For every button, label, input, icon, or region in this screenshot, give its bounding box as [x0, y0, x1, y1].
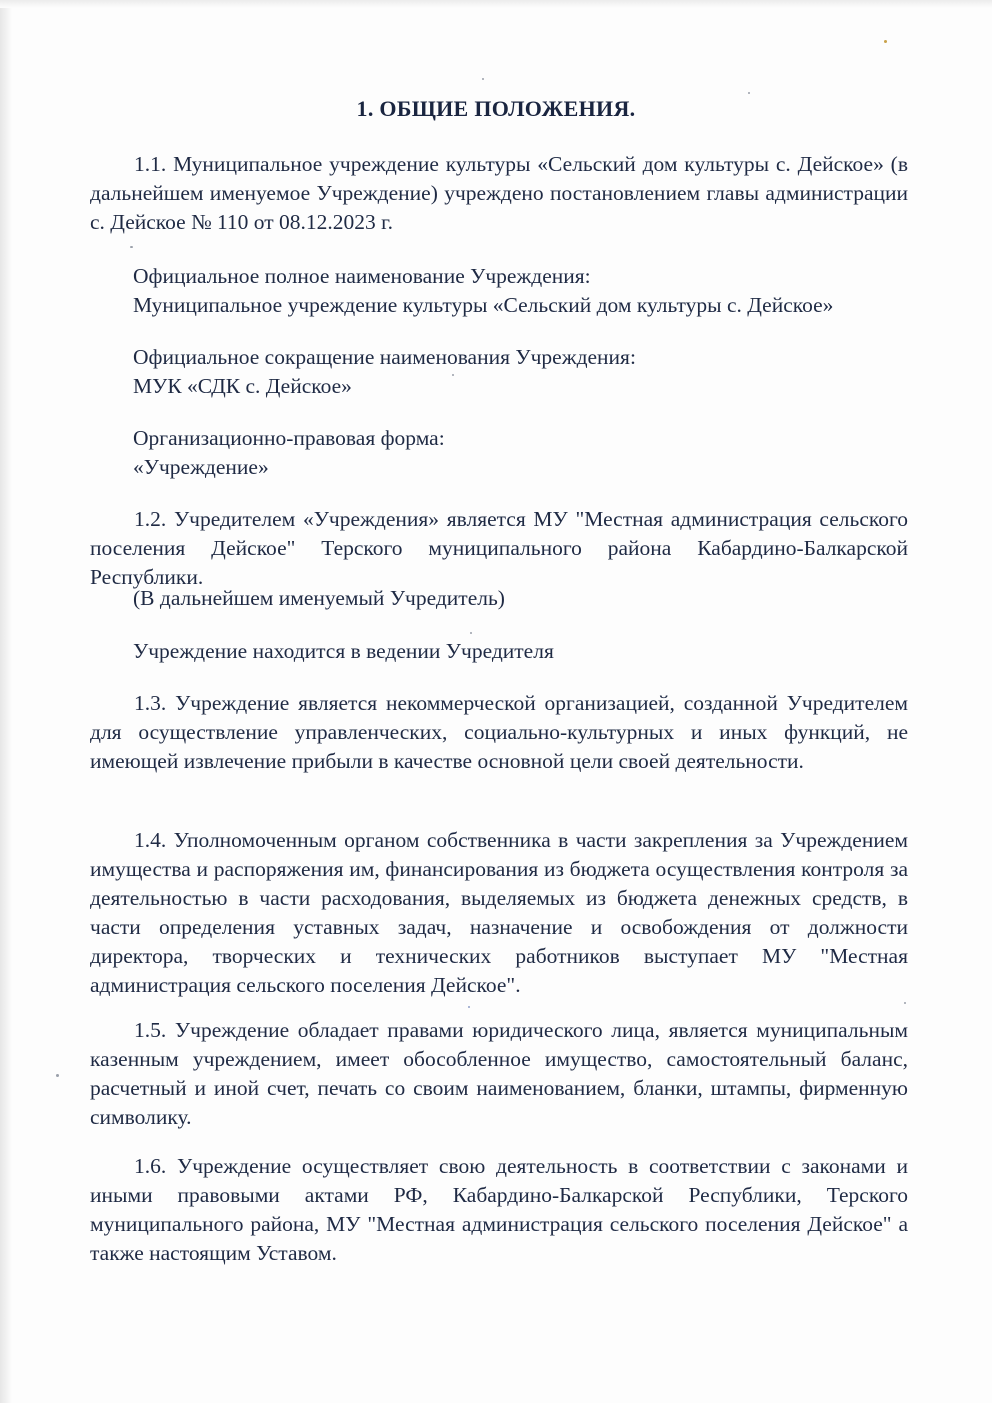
paragraph-1-3: 1.3. Учреждение является некоммерческой организацией, созданной Учредителем для осуществление управленческих, социально-культурных и иных функций, не имеющей извлечение прибыли в качестве основной цели своей деятельности. [90, 691, 908, 773]
legal-form-block [133, 424, 908, 482]
scan-speck [748, 92, 750, 94]
full-name-block [133, 262, 908, 320]
scan-speck [468, 1006, 470, 1008]
legal-form-value: «Учреждение» [133, 455, 269, 479]
scan-speck [904, 1002, 906, 1004]
scan-speck [56, 1074, 59, 1077]
legal-form-label: Организационно-правовая форма: [133, 426, 445, 450]
paragraph-1-4: 1.4. Уполномоченным органом собственника в части закрепления за Учреждением имущества и распоряжения им, финансирования из бюджета осуществления контроля за деятельностью в части расходования, выделяемых из бюджета денежных средств, в части определения уставных задач, назначение и освобождения от должности директора, творческих и технических работников выступает МУ "Местная администрация сельского поселения Дейское". [90, 828, 908, 997]
short-name-label: Официальное сокращение наименования Учреждения: [133, 345, 636, 369]
founder-note [133, 584, 908, 613]
paragraph-1-5: 1.5. Учреждение обладает правами юридического лица, является муниципальным казенным учреждением, имеет обособленное имущество, самостоятельный баланс, расчетный и иной счет, печать со своим наименованием, бланки, штампы, фирменную символику. [90, 1018, 908, 1129]
scan-edge-top [0, 0, 992, 8]
scan-edge-left [0, 0, 12, 1403]
scan-speck [482, 78, 484, 80]
scan-speck [884, 40, 887, 43]
paragraph-1-2: 1.2. Учредителем «Учреждения» является МУ "Местная администрация сельского поселения Дейское" Терского муниципального района Кабардино-Балкарской Республики. [90, 507, 908, 589]
scan-speck [130, 246, 133, 248]
subordination-note [133, 637, 908, 666]
section-title: 1. ОБЩИЕ ПОЛОЖЕНИЯ. [356, 96, 636, 121]
full-name-label: Официальное полное наименование Учреждения: [133, 264, 591, 288]
paragraph-1-6: 1.6. Учреждение осуществляет свою деятельность в соответствии с законами и иными правовыми актами РФ, Кабардино-Балкарской Республики, Терского муниципального района, МУ "Местная администрация сельского поселения Дейское" а также настоящим Уставом. [90, 1154, 908, 1265]
paragraph-1-1: 1.1. Муниципальное учреждение культуры «Сельский дом культуры с. Дейское» (в дальнейшем именуемое Учреждение) учреждено постановлением главы администрации с. Дейское № 110 от 08.12.2023 г. [90, 152, 908, 234]
founder-note-text: (В дальнейшем именуемый Учредитель) [133, 586, 505, 610]
full-name-value: Муниципальное учреждение культуры «Сельский дом культуры с. Дейское» [133, 293, 834, 317]
scan-speck [470, 632, 472, 634]
short-name-value: МУК «СДК с. Дейское» [133, 374, 352, 398]
short-name-block [133, 343, 908, 401]
subordination-note-text: Учреждение находится в ведении Учредителя [133, 639, 554, 663]
